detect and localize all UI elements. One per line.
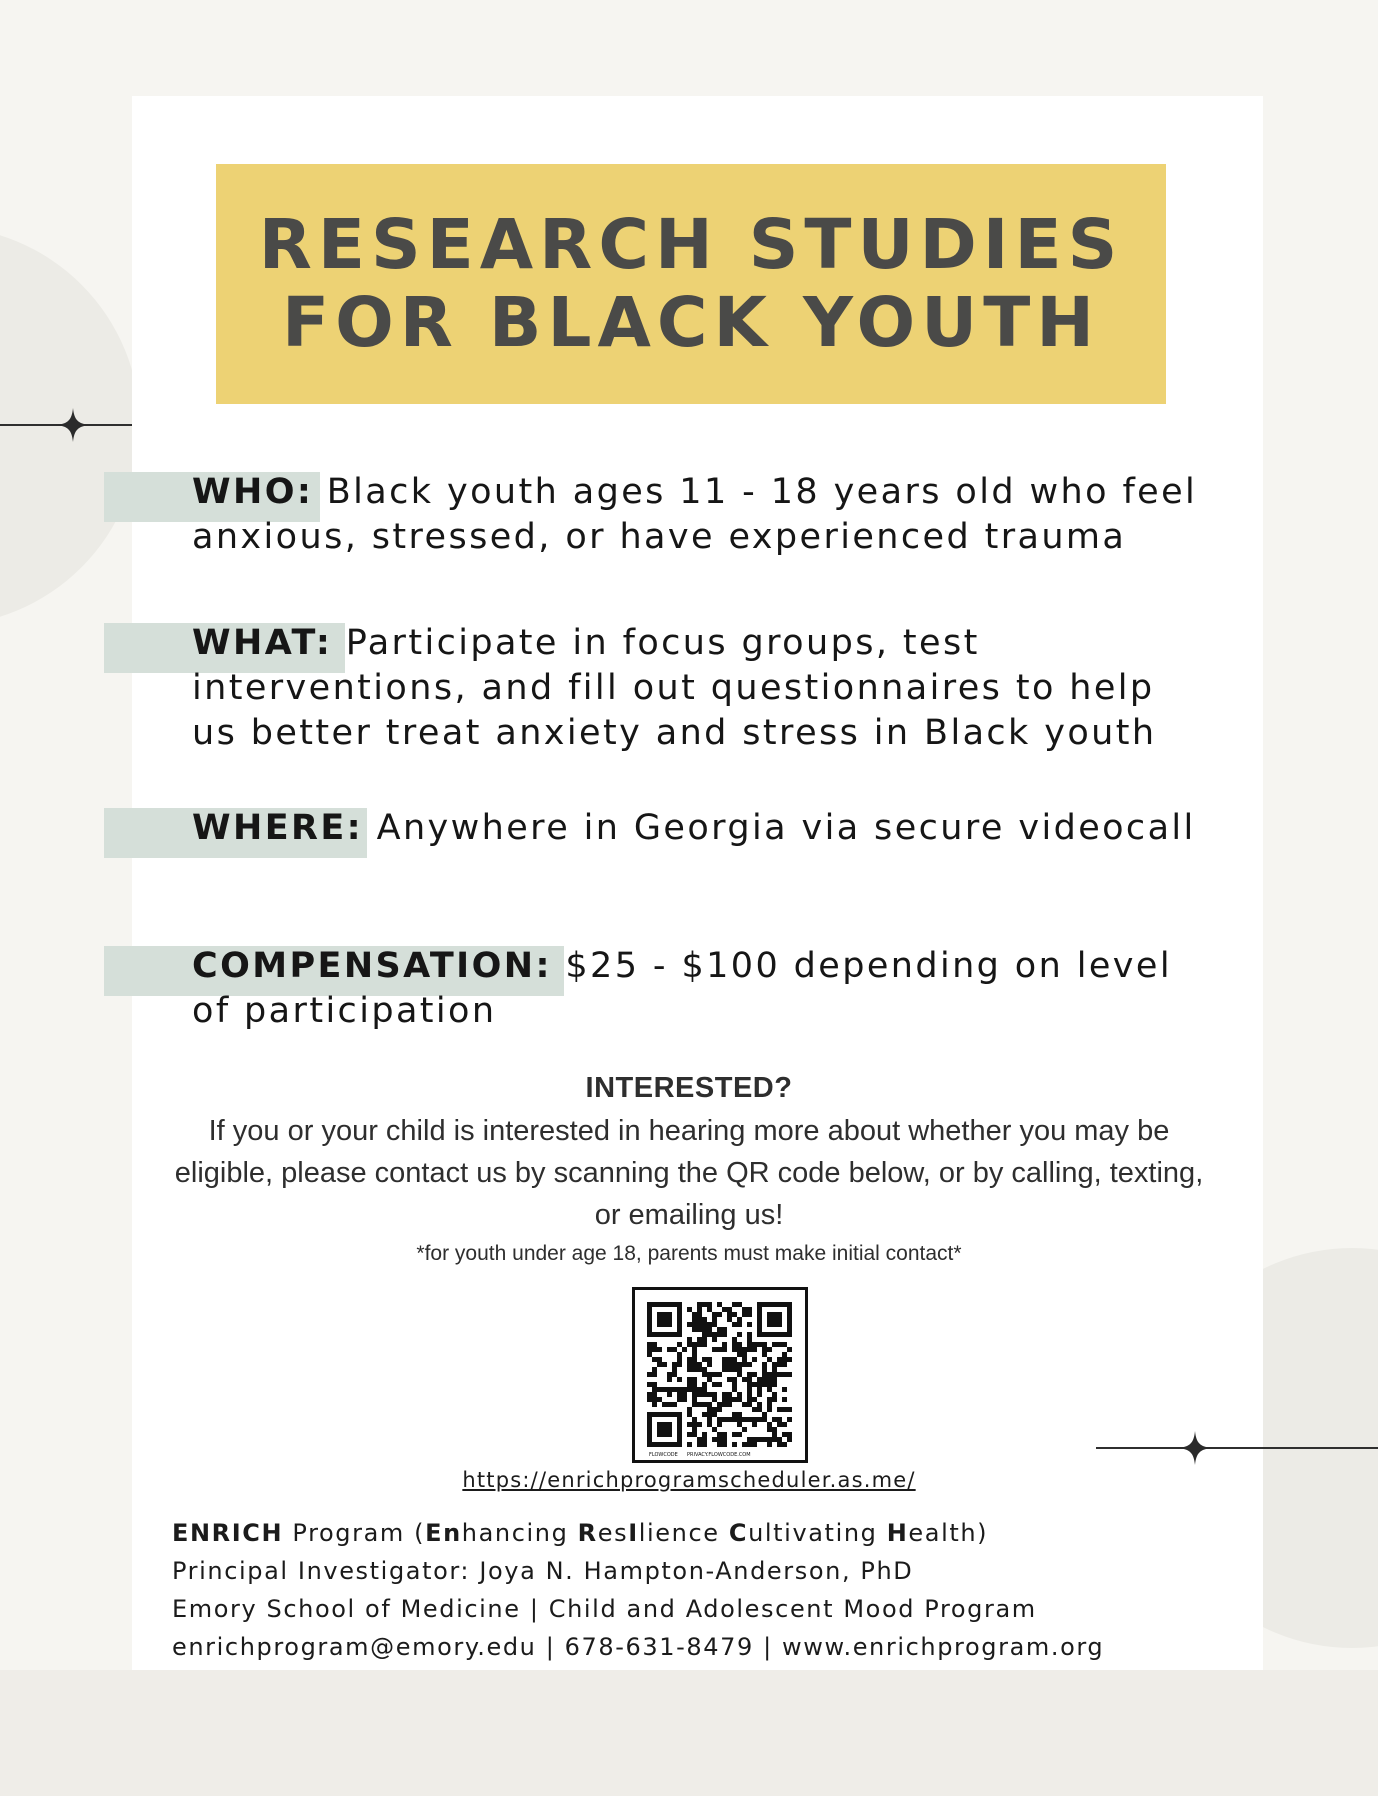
compensation-text: $25 - $100 depending on level of participation (192, 946, 1172, 1031)
scheduler-link[interactable]: https://enrichprogramscheduler.as.me/ (462, 1468, 916, 1492)
interested-block (160, 1068, 1218, 1270)
footer-text: ealth) (908, 1519, 989, 1547)
qr-caption-right: PRIVACY.FLOWCODE.COM (687, 1452, 751, 1458)
footer-text: hancing (461, 1519, 578, 1547)
compensation-label: COMPENSATION: (192, 946, 552, 986)
where-text: Anywhere in Georgia via secure videocall (363, 808, 1196, 848)
footer-investigator: Principal Investigator: Joya N. Hampton-Anderson, PhD (172, 1557, 914, 1585)
who-section (192, 470, 1202, 560)
interested-body: If you or your child is interested in hearing more about whether you may be eligible, please contact us by scanning the QR code below, or by calling, texting, or emailing us! (174, 1115, 1204, 1231)
qr-code-icon[interactable] (632, 1287, 808, 1463)
footer-text: lience (638, 1519, 729, 1547)
footer-acronym-letter: I (628, 1519, 639, 1547)
footer (172, 1514, 1104, 1666)
who-text: Black youth ages 11 - 18 years old who feel anxious, stressed, or have experienced trauma (192, 472, 1198, 557)
compensation-paragraph (192, 944, 1202, 1034)
footer-program-name: ENRICH (172, 1519, 284, 1547)
interested-heading: INTERESTED? (585, 1072, 793, 1104)
footer-text: Program ( (283, 1519, 426, 1547)
footer-acronym-letter: R (577, 1519, 598, 1547)
where-label: WHERE: (192, 808, 364, 848)
what-paragraph (192, 621, 1202, 756)
footer-contact[interactable]: enrichprogram@emory.edu | 678-631-8479 | www.enrichprogram.org (172, 1633, 1105, 1661)
where-paragraph (192, 806, 1202, 851)
page-title-line-2: FOR BLACK YOUTH (281, 283, 1101, 363)
what-text: Participate in focus groups, test interventions, and fill out questionnaires to help us better treat anxiety and stress in Black youth (192, 623, 1157, 753)
decorative-line-right (1096, 1447, 1378, 1449)
title-banner (216, 164, 1166, 404)
four-point-star-icon (56, 408, 90, 442)
who-label: WHO: (192, 472, 314, 512)
who-paragraph (192, 470, 1202, 560)
qr-caption-left: FLOWCODE (649, 1452, 678, 1458)
footer-acronym-letter: En (425, 1519, 462, 1547)
compensation-section (192, 944, 1202, 1034)
footer-acronym-letter: C (728, 1519, 749, 1547)
interested-note: *for youth under age 18, parents must make initial contact* (416, 1242, 962, 1265)
page-title-line-1: RESEARCH STUDIES (258, 205, 1124, 285)
bottom-band (0, 1670, 1378, 1796)
what-section (192, 621, 1202, 756)
footer-text: ultivating (748, 1519, 887, 1547)
four-point-star-icon (1178, 1431, 1212, 1465)
footer-text: es (597, 1519, 629, 1547)
footer-affiliation: Emory School of Medicine | Child and Adolescent Mood Program (172, 1595, 1037, 1623)
what-label: WHAT: (192, 623, 333, 663)
footer-acronym-letter: H (886, 1519, 909, 1547)
where-section (192, 806, 1202, 851)
footer-program-line (172, 1514, 1104, 1552)
